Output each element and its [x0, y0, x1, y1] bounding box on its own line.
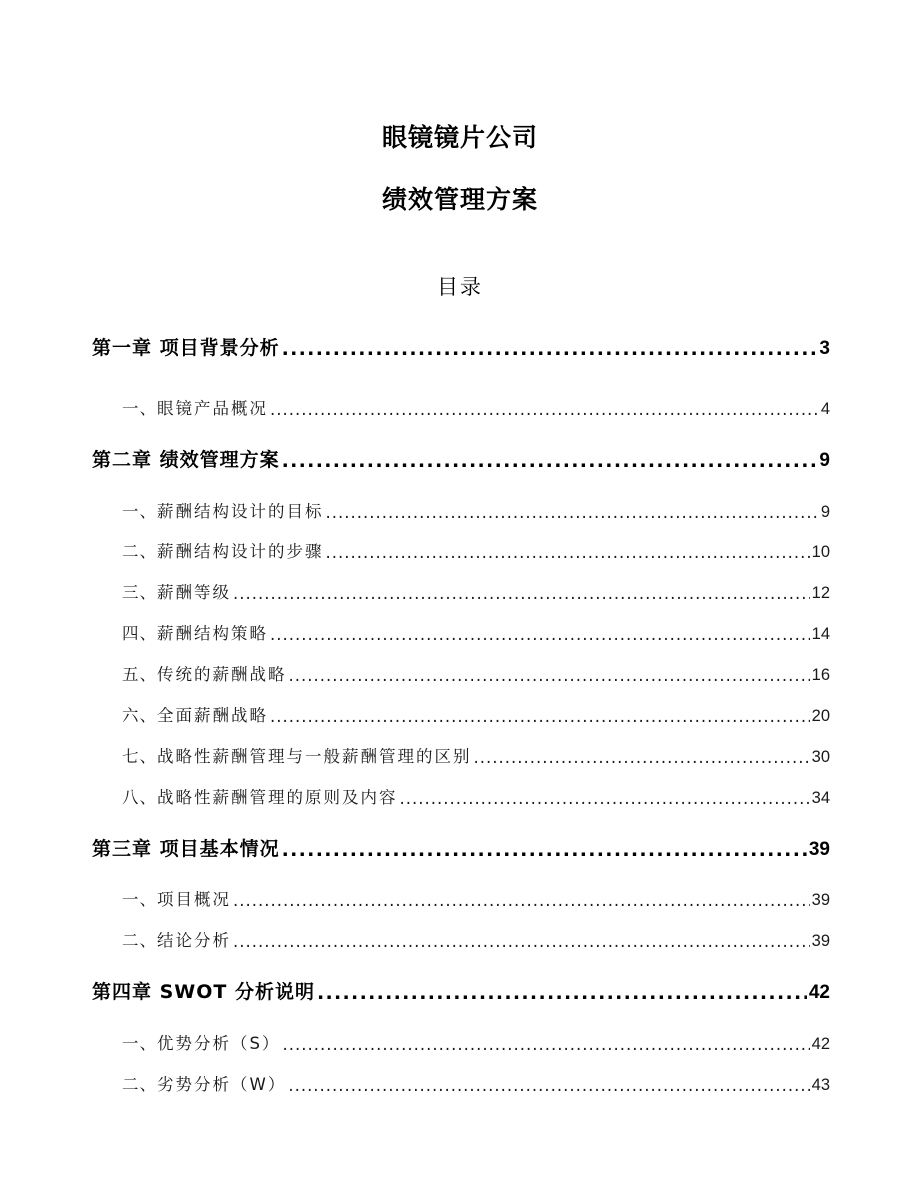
toc-heading: 目录: [437, 275, 483, 299]
toc-page-number: 9: [819, 450, 830, 471]
toc-section-entry[interactable]: [92, 500, 830, 524]
toc-section-entry[interactable]: [92, 581, 830, 605]
toc-entry-label: 第二章 绩效管理方案: [92, 449, 280, 471]
toc-section-number: 一、: [122, 890, 157, 909]
toc-page-number: 42: [808, 982, 830, 1003]
toc-page-number: 39: [811, 891, 830, 909]
toc-page-number: 34: [811, 789, 830, 807]
toc-page-number: 42: [811, 1035, 830, 1053]
toc-section-number: 七、: [122, 747, 157, 766]
toc-entry-label: 薪酬结构设计的目标: [157, 502, 324, 521]
toc-entry-label: 薪酬结构策略: [157, 624, 268, 643]
toc-section-entry[interactable]: [92, 663, 830, 687]
toc-chapter-entry[interactable]: [92, 334, 830, 362]
toc-section-entry[interactable]: [92, 929, 830, 953]
toc-page-number: 10: [811, 543, 830, 561]
toc-page-number: 39: [811, 932, 830, 950]
toc-section-number: 二、: [122, 1075, 157, 1094]
dot-leader: [233, 889, 810, 913]
toc-entry-label: 项目概况: [157, 890, 231, 909]
toc-page-number: 20: [811, 707, 830, 725]
toc-section-number: 三、: [122, 583, 157, 602]
toc-entry-label: 全面薪酬战略: [157, 706, 268, 725]
toc-section-entry[interactable]: [92, 1073, 830, 1097]
dot-leader: [289, 664, 810, 688]
dot-leader: [233, 930, 810, 954]
dot-leader: [282, 1033, 809, 1057]
toc-chapter-entry[interactable]: [92, 446, 830, 474]
toc-entry-label: 第一章 项目背景分析: [92, 337, 280, 359]
toc-section-entry[interactable]: [92, 397, 830, 421]
dot-leader: [270, 705, 810, 729]
toc-page-number: 30: [811, 748, 830, 766]
document-title-subject: 绩效管理方案: [381, 185, 538, 214]
toc-section-entry[interactable]: [92, 786, 830, 810]
dot-leader: [317, 979, 807, 1007]
toc-section-number: 八、: [122, 788, 157, 807]
toc-section-entry[interactable]: [92, 745, 830, 769]
toc-entry-label: 优势分析（S）: [157, 1034, 281, 1053]
toc-page-number: 16: [811, 666, 830, 684]
toc-page-number: 14: [811, 625, 830, 643]
toc-entry-label: 薪酬等级: [157, 583, 231, 602]
toc-section-number: 四、: [122, 624, 157, 643]
toc-chapter-entry[interactable]: [92, 835, 830, 863]
dot-leader: [282, 447, 818, 475]
toc-section-number: 六、: [122, 706, 157, 725]
toc-page-number: 3: [819, 338, 830, 359]
toc-section-entry[interactable]: [92, 540, 830, 564]
toc-entry-label: 战略性薪酬管理与一般薪酬管理的区别: [157, 747, 472, 766]
dot-leader: [270, 623, 810, 647]
toc-section-number: 一、: [122, 502, 157, 521]
toc-section-entry[interactable]: [92, 622, 830, 646]
toc-section-number: 二、: [122, 931, 157, 950]
dot-leader: [326, 501, 819, 525]
toc-entry-label: 结论分析: [157, 931, 231, 950]
toc-section-entry[interactable]: [92, 888, 830, 912]
toc-page-number: 39: [808, 839, 830, 860]
toc-page-number: 43: [811, 1076, 830, 1094]
dot-leader: [288, 1074, 809, 1098]
toc-entry-label: 薪酬结构设计的步骤: [157, 542, 324, 561]
toc-entry-label: 第四章 SWOT 分析说明: [92, 981, 315, 1003]
toc-entry-label: 眼镜产品概况: [157, 399, 268, 418]
document-title-company: 眼镜镜片公司: [381, 123, 538, 152]
toc-section-entry[interactable]: [92, 704, 830, 728]
dot-leader: [282, 836, 807, 864]
toc-entry-label: 第三章 项目基本情况: [92, 838, 280, 860]
toc-entry-label: 传统的薪酬战略: [157, 665, 287, 684]
toc-section-number: 一、: [122, 399, 157, 418]
toc-entry-label: 劣势分析（W）: [157, 1075, 287, 1094]
dot-leader: [282, 335, 818, 363]
toc-chapter-entry[interactable]: [92, 978, 830, 1006]
dot-leader: [474, 746, 810, 770]
toc-page-number: 9: [820, 503, 830, 521]
toc-page-number: 12: [811, 584, 830, 602]
toc-section-number: 五、: [122, 665, 157, 684]
toc-entry-label: 战略性薪酬管理的原则及内容: [157, 788, 398, 807]
toc-section-number: 二、: [122, 542, 157, 561]
toc-page-number: 4: [820, 400, 830, 418]
dot-leader: [270, 398, 819, 422]
toc-section-number: 一、: [122, 1034, 157, 1053]
dot-leader: [400, 787, 810, 811]
dot-leader: [233, 582, 810, 606]
dot-leader: [326, 541, 810, 565]
toc-section-entry[interactable]: [92, 1032, 830, 1056]
